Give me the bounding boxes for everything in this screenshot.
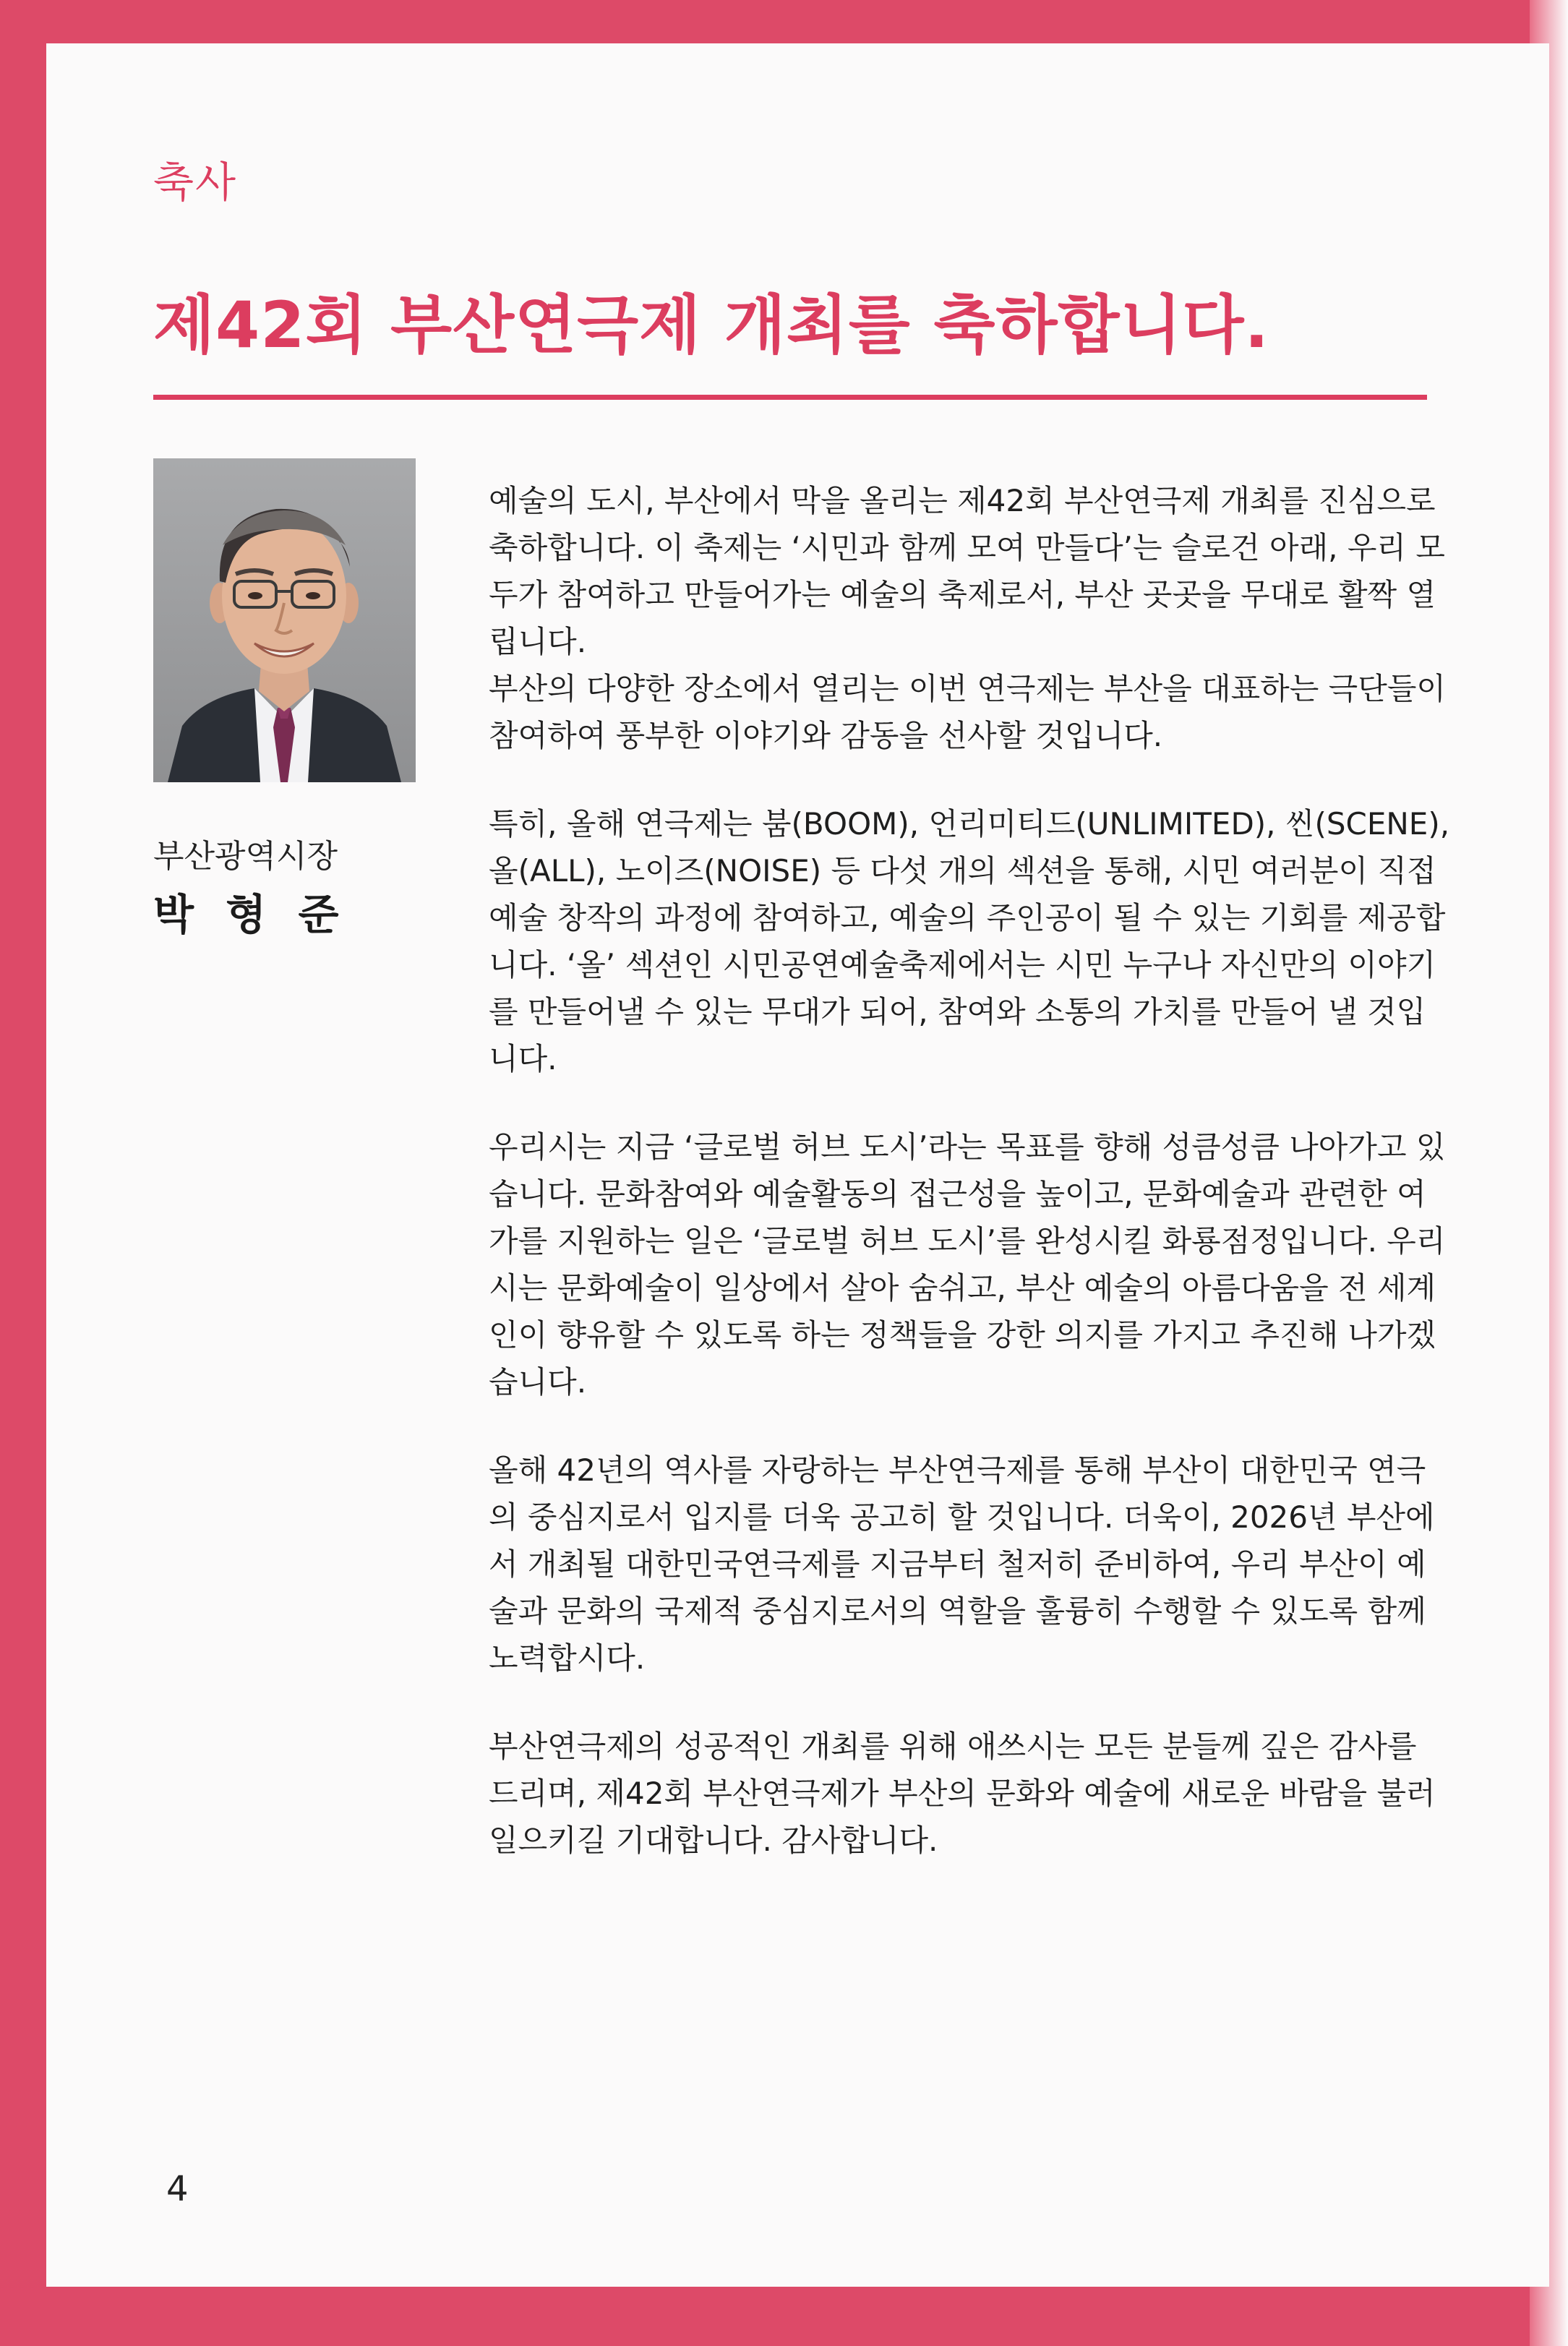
page-title: 제42회 부산연극제 개최를 축하합니다. (153, 288, 1269, 362)
message-body (483, 477, 1452, 1864)
paragraph-1: 예술의 도시, 부산에서 막을 올리는 제42회 부산연극제 개최를 진심으로 축하합니다. 이 축제는 ‘시민과 함께 모여 만들다’는 슬로건 아래, 우리 모두가 참여하고 만들어가는 예술의 축제로서, 부산 곳곳을 무대로 활짝 열립니다. (489, 483, 1445, 659)
paragraph-5: 올해 42년의 역사를 자랑하는 부산연극제를 통해 부산이 대한민국 연극의 중심지로서 입지를 더욱 공고히 할 것입니다. 더욱이, 2026년 부산에서 개최될 대한민국연극제를 지금부터 철저히 준비하여, 우리 부산이 예술과 문화의 국제적 중심지로서의 역할을 훌륭히 수행할 수 있도록 함께 노력합시다. (489, 1452, 1435, 1676)
paragraph-2: 부산의 다양한 장소에서 열리는 이번 연극제는 부산을 대표하는 극단들이 참여하여 풍부한 이야기와 감동을 선사할 것입니다. (489, 671, 1446, 753)
author-role: 부산광역시장 (153, 838, 338, 875)
paragraph-6: 부산연극제의 성공적인 개최를 위해 애쓰시는 모든 분들께 깊은 감사를 드리며, 제42회 부산연극제가 부산의 문화와 예술에 새로운 바람을 불러일으키길 기대합니다. 감사합니다. (489, 1729, 1436, 1858)
author-photo (153, 458, 416, 782)
page-number: 4 (166, 2169, 189, 2209)
author-name: 박 형 준 (153, 890, 348, 939)
title-divider (153, 395, 1427, 400)
paragraph-4: 우리시는 지금 ‘글로벌 허브 도시’라는 목표를 향해 성큼성큼 나아가고 있습니다. 문화참여와 예술활동의 접근성을 높이고, 문화예술과 관련한 여가를 지원하는 일은 ‘글로벌 허브 도시’를 완성시킬 화룡점정입니다. 우리시는 문화예술이 일상에서 살아 숨쉬고, 부산 예술의 아름다움을 전 세계인이 향유할 수 있도록 하는 정책들을 강한 의지를 가지고 추진해 나가겠습니다. (489, 1129, 1446, 1400)
portrait-illustration (153, 458, 416, 782)
paragraph-3: 특히, 올해 연극제는 붐(BOOM), 언리미티드(UNLIMITED), 씬(SCENE), 올(ALL), 노이즈(NOISE) 등 다섯 개의 섹션을 통해, 시민 여러분이 직접 예술 창작의 과정에 참여하고, 예술의 주인공이 될 수 있는 기회를 제공합니다. ‘올’ 섹션인 시민공연예술축제에서는 시민 누구나 자신만의 이야기를 만들어낼 수 있는 무대가 되어, 참여와 소통의 가치를 만들어 낼 것입니다. (489, 806, 1450, 1076)
section-kicker: 축사 (153, 158, 238, 207)
